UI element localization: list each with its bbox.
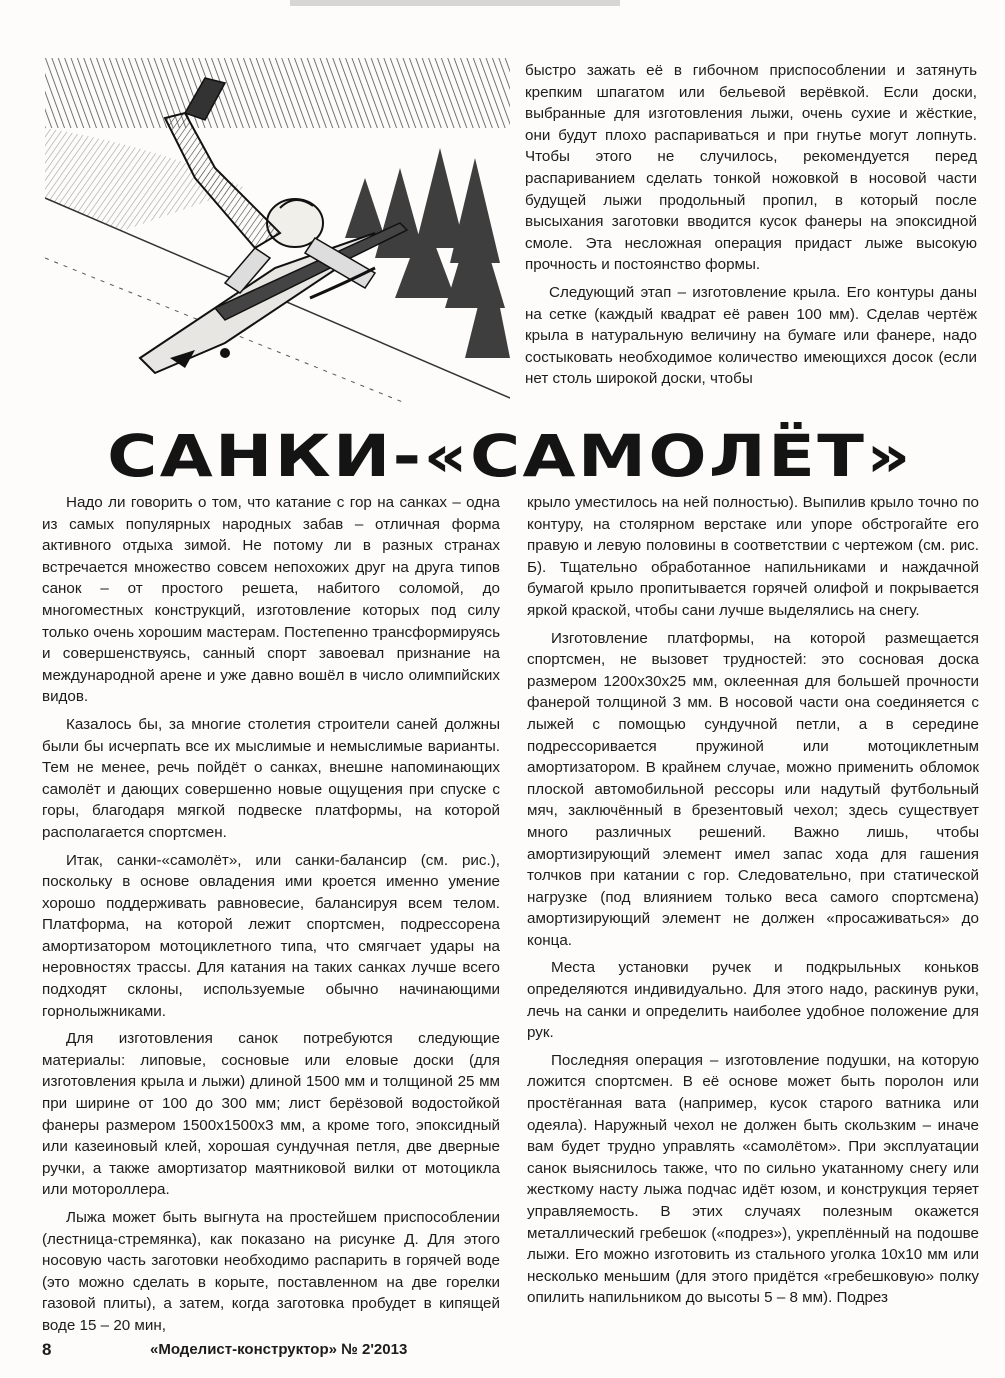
paragraph: Следующий этап – изготовление крыла. Его контуры даны на сетке (каждый квадрат её равен 100 мм). Сделав чертёж крыла в натуральную величину на бумаге или фанере, надо состыковать необходимое количество имеющихся досок (если нет столь широкой доски, чтобы (525, 283, 977, 388)
paragraph: Надо ли говорить о том, что катание с гор на санках – одна из самых популярных народных забав – отличная форма активного отдыха зимой. Не потому ли в разных странах встречается множество совсем непохожих друг на друга типов санок – от простого решета, набитого соломой, до многоместных конструкций, изготовление которых под силу только очень хорошим мастерам. Постепенно трансформируясь и совершенствуясь, санный спорт завоевал признание на международной арене и уже давно вошёл в число олимпийских видов. (42, 494, 500, 706)
paragraph: Для изготовления санок потребуются следующие материалы: липовые, сосновые или еловые доски (для изготовления крыла и лыжи) длиной 1500 мм и толщиной 25 мм при ширине от 100 до 300 мм; лист берёзовой водостойкой фанеры размером 1500х1500х3 мм, а кроме того, эпоксидный или казеиновый клей, хорошая сундучная петля, две дверные ручки, а также амортизатор маятниковой вилки от мотоцикла или мотороллера. (42, 1030, 500, 1199)
article-title: САНКИ-«САМОЛЁТ» (107, 422, 913, 490)
forest (345, 148, 510, 358)
paragraph: Лыжа может быть выгнута на простейшем приспособлении (лестница-стремянка), как показано на рисунке Д. Для этого носовую часть заготовки необходимо распарить в горячей воде (это можно сделать в корыте, поставленном на две горелки газовой плиты), а затем, когда заготовка пробудет в кипящей воде 15 – 20 мин, (42, 1209, 500, 1334)
top-right-column (525, 60, 977, 396)
paragraph: Последняя операция – изготовление подушки, на которую ложится спортсмен. В её основе может быть поролон или простёганная вата (например, кусок старого ватника или одеяла). Наружный чехол не должен быть скользким – иначе вам будет трудно управлять «самолётом». При эксплуатации санок выяснилось также, что по сильно укатанному снегу или жесткому насту лыжа подчас идёт юзом, и конструкция теряет управляемость. В этих случаях полезным окажется металлический гребешок («подрез»), укреплённый на подошве лыжи. Его можно изготовить из стального уголка 10х10 мм или несколько меньшим (для этого придётся «гребешковую» полку опилить напильником до высоты 5 – 8 мм). Подрез (527, 1051, 979, 1307)
sled-airplane-drawing (45, 58, 510, 403)
sled-illustration (45, 58, 510, 403)
paragraph: быстро зажать её в гибочном приспособлении и затянуть крепким шпагатом или бельевой верёвкой. Если доски, выбранные для изготовления лыжи, очень сухие и жёсткие, они будут плохо распариваться и при гнутье могут лопнуть. Чтобы этого не случилось, рекомендуется перед распариванием сделать тонкой ножовкой в носовой части будущей лыжи продольный пропил, в который после высыхания заготовки вводится кусок фанеры на эпоксидной смоле. Эта несложная операция придаст лыже высокую прочность и постоянство формы. (525, 62, 977, 274)
top-scan-mark (290, 0, 620, 6)
paragraph: Изготовление платформы, на которой размещается спортсмен, не вызовет трудностей: это сосновая доска размером 1200х30х25 мм, оклеенная для большей прочности фанерой толщиной 3 мм. В носовой части она соединяется с лыжей с помощью сундучной петли, а в середине подрессоривается пружиной или мотоциклетным амортизатором. В крайнем случае, можно применить обломок плоской автомобильной рессоры или надутый футбольный мяч, заключённый в брезентовый чехол; здесь существует много различных решений. Важно лишь, чтобы амортизирующий элемент имел запас хода для гашения толчков при катании с гор. Следовательно, при статической нагрузке (под влиянием только веса самого спортсмена) амортизирующий элемент не должен «просаживаться» до конца. (527, 629, 979, 949)
page-number: 8 (42, 1340, 52, 1359)
right-column (527, 492, 979, 1315)
paragraph: крыло уместилось на ней полностью). Выпилив крыло точно по контуру, на столярном верстаке или упоре обстрогайте его правую и левую половины в соответствии с чертежом (см. рис. Б). Тщательно обработанное напильниками и наждачной бумагой крыло пропитывается горячей олифой и покрывается яркой краской, чтобы сани лучше выделялись на снегу. (527, 494, 979, 619)
magazine-footer: «Моделист-конструктор» № 2'2013 (150, 1341, 408, 1358)
paragraph: Итак, санки-«самолёт», или санки-балансир (см. рис.), поскольку в основе овладения ими кроется именно умение хорошо поддерживать равновесие, балансируя всем телом. Платформа, на которой лежит спортсмен, подрессорена амортизатором мотоциклетного типа, что смягчает удары на неровностях трассы. Для катания на таких санках лучше всего подходят склоны, используемые обычно начинающими горнолыжниками. (42, 851, 500, 1020)
paragraph: Места установки ручек и подкрыльных коньков определяются индивидуально. Для этого надо, раскинув руки, лечь на санки и определить наиболее удобное положение для рук. (527, 959, 979, 1042)
sky-hatching (45, 58, 510, 128)
paragraph: Казалось бы, за многие столетия строители саней должны были бы исчерпать все их мыслимые и немыслимые варианты. Тем не менее, речь пойдёт о санках, внешне напоминающих самолёт и дающих совершенно новые ощущения при спуске с горы, благодаря мягкой подвеске платформы, на которой располагается спортсмен. (42, 715, 500, 841)
left-column (42, 492, 500, 1343)
